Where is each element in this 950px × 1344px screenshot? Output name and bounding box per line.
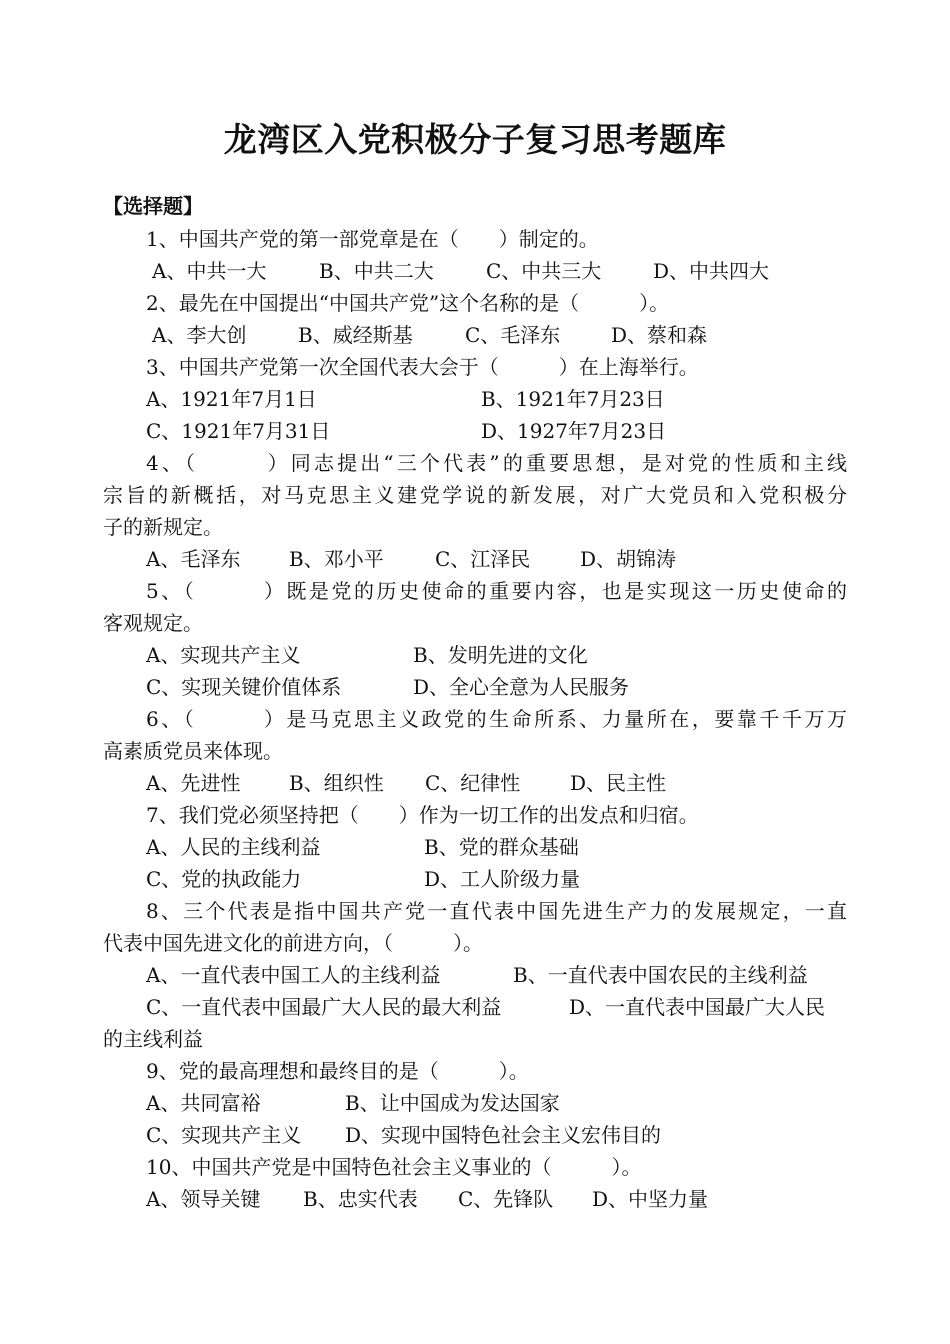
question-6-option-d: D、民主性 [570, 771, 667, 795]
question-9-option-c: C、实现共产主义 [146, 1123, 302, 1147]
question-4-option-b: B、邓小平 [289, 547, 384, 571]
question-2-option-a: A、李大创 [152, 323, 247, 347]
question-10-option-c: C、先锋队 [458, 1187, 554, 1211]
question-10-option-b: B、忠实代表 [303, 1187, 418, 1211]
question-1-option-b: B、中共二大 [319, 259, 434, 283]
question-5-option-a: A、实现共产主义 [146, 643, 301, 667]
question-2-option-d: D、蔡和森 [611, 323, 708, 347]
question-6-option-b: B、组织性 [289, 771, 384, 795]
question-3-option-d: D、1927年7月23日 [481, 419, 667, 443]
question-2-text: 2、最先在中国提出“中国共产党”这个名称的是（ ）。 [146, 291, 670, 315]
question-5-option-c: C、实现关键价值体系 [146, 675, 342, 699]
question-7-text: 7、我们党必须坚持把（ ）作为一切工作的出发点和归宿。 [146, 803, 699, 827]
question-10-option-a: A、领导关键 [146, 1187, 261, 1211]
question-8-option-d: D、一直代表中国最广大人民 [569, 995, 826, 1019]
question-7-option-b: B、党的群众基础 [424, 835, 579, 859]
question-3-option-c: C、1921年7月31日 [146, 419, 331, 443]
question-7-option-d: D、工人阶级力量 [424, 867, 581, 891]
section-heading: 【选择题】 [103, 194, 203, 218]
question-6-text: 6、（ ）是马克思主义政党的生命所系、力量所在，要靠千千万万 [146, 707, 847, 731]
question-1-option-c: C、中共三大 [486, 259, 602, 283]
question-9-option-b: B、让中国成为发达国家 [345, 1091, 560, 1115]
question-10-text: 10、中国共产党是中国特色社会主义事业的（ ）。 [146, 1155, 642, 1179]
question-4-text: 4、（ ）同志提出“三个代表”的重要思想，是对党的性质和主线 [146, 451, 847, 475]
question-1-option-d: D、中共四大 [653, 259, 770, 283]
question-10-option-d: D、中坚力量 [592, 1187, 709, 1211]
question-4-option-d: D、胡锦涛 [580, 547, 677, 571]
question-9-option-d: D、实现中国特色社会主义宏伟目的 [345, 1123, 662, 1147]
question-6-option-c: C、纪律性 [425, 771, 521, 795]
question-2-option-b: B、威经斯基 [298, 323, 413, 347]
question-8-text: 8、三个代表是指中国共产党一直代表中国先进生产力的发展规定，一直 [146, 899, 847, 923]
question-1-option-a: A、中共一大 [152, 259, 267, 283]
question-5-text-line-2: 客观规定。 [103, 611, 203, 635]
page-title: 龙湾区入党积极分子复习思考题库 [223, 120, 727, 159]
question-3-option-b: B、1921年7月23日 [481, 387, 665, 411]
question-3-text: 3、中国共产党第一次全国代表大会于（ ）在上海举行。 [146, 355, 699, 379]
question-3-option-a: A、1921年7月1日 [146, 387, 317, 411]
question-4-option-a: A、毛泽东 [146, 547, 241, 571]
question-4-text-line-3: 子的新规定。 [103, 515, 223, 539]
question-5-text: 5、（ ）既是党的历史使命的重要内容，也是实现这一历史使命的 [146, 579, 847, 603]
question-7-option-a: A、人民的主线利益 [146, 835, 321, 859]
question-6-text-line-2: 高素质党员来体现。 [103, 739, 283, 763]
question-1-text: 1、中国共产党的第一部党章是在（ ）制定的。 [146, 227, 599, 251]
question-8-option-c: C、一直代表中国最广大人民的最大利益 [146, 995, 502, 1019]
question-4-text-line-2: 宗旨的新概括，对马克思主义建党学说的新发展，对广大党员和入党积极分 [103, 483, 847, 507]
question-7-option-c: C、党的执政能力 [146, 867, 302, 891]
question-8-option-a: A、一直代表中国工人的主线利益 [146, 963, 441, 987]
question-8-text-line-2: 代表中国先进文化的前进方向，（ ）。 [103, 931, 483, 955]
question-4-option-c: C、江泽民 [435, 547, 531, 571]
question-8-option-b: B、一直代表中国农民的主线利益 [513, 963, 808, 987]
question-2-option-c: C、毛泽东 [465, 323, 561, 347]
question-8-option-d-continued: 的主线利益 [103, 1027, 203, 1051]
question-9-text: 9、党的最高理想和最终目的是（ ）。 [146, 1059, 529, 1083]
question-5-option-d: D、全心全意为人民服务 [413, 675, 630, 699]
question-5-option-b: B、发明先进的文化 [413, 643, 588, 667]
question-9-option-a: A、共同富裕 [146, 1091, 261, 1115]
question-6-option-a: A、先进性 [146, 771, 241, 795]
